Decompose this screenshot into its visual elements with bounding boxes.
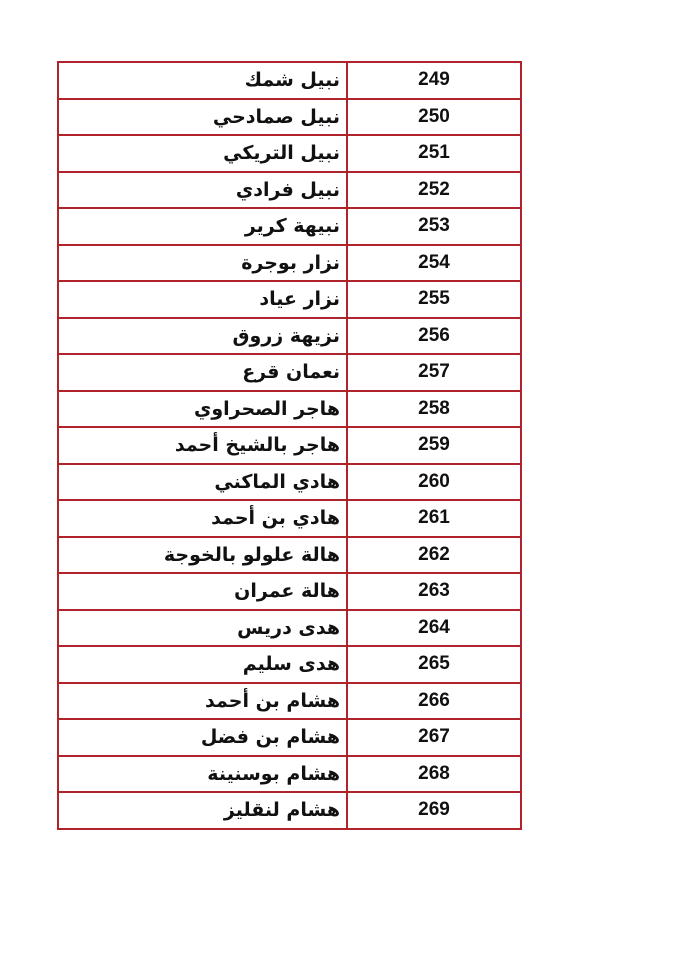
name-cell: هشام بن أحمد — [58, 683, 347, 720]
name-cell: نزار بوجرة — [58, 245, 347, 282]
name-cell: هاجر الصحراوي — [58, 391, 347, 428]
name-cell: نبيهة كرير — [58, 208, 347, 245]
number-cell: 266 — [347, 683, 521, 720]
table-row — [58, 318, 521, 355]
number-cell: 253 — [347, 208, 521, 245]
number-cell: 265 — [347, 646, 521, 683]
table-row — [58, 756, 521, 793]
table-row — [58, 391, 521, 428]
table-row — [58, 610, 521, 647]
table-row — [58, 62, 521, 99]
name-cell: نعمان قرع — [58, 354, 347, 391]
number-cell: 268 — [347, 756, 521, 793]
number-cell: 262 — [347, 537, 521, 574]
table-row — [58, 281, 521, 318]
names-table — [57, 61, 522, 830]
name-cell: نزار عياد — [58, 281, 347, 318]
name-cell: هدى سليم — [58, 646, 347, 683]
name-cell: نبيل صمادحي — [58, 99, 347, 136]
name-cell: هشام بن فضل — [58, 719, 347, 756]
number-cell: 256 — [347, 318, 521, 355]
number-cell: 257 — [347, 354, 521, 391]
number-cell: 255 — [347, 281, 521, 318]
number-cell: 260 — [347, 464, 521, 501]
name-cell: نبيل شمك — [58, 62, 347, 99]
table-row — [58, 135, 521, 172]
name-cell: هشام لنقليز — [58, 792, 347, 829]
number-cell: 252 — [347, 172, 521, 209]
table-row — [58, 683, 521, 720]
name-cell: هادي الماكني — [58, 464, 347, 501]
number-cell: 267 — [347, 719, 521, 756]
table-row — [58, 573, 521, 610]
number-cell: 259 — [347, 427, 521, 464]
table-row — [58, 208, 521, 245]
name-cell: هشام بوسنينة — [58, 756, 347, 793]
name-cell: هالة علولو بالخوجة — [58, 537, 347, 574]
number-cell: 254 — [347, 245, 521, 282]
table-row — [58, 245, 521, 282]
name-cell: هاجر بالشيخ أحمد — [58, 427, 347, 464]
table-row — [58, 99, 521, 136]
names-table-body — [58, 62, 521, 829]
table-row — [58, 464, 521, 501]
name-cell: هدى دريس — [58, 610, 347, 647]
table-row — [58, 792, 521, 829]
name-cell: هالة عمران — [58, 573, 347, 610]
table-row — [58, 537, 521, 574]
table-row — [58, 427, 521, 464]
number-cell: 258 — [347, 391, 521, 428]
table-row — [58, 354, 521, 391]
name-cell: نبيل فرادي — [58, 172, 347, 209]
number-cell: 261 — [347, 500, 521, 537]
number-cell: 250 — [347, 99, 521, 136]
number-cell: 264 — [347, 610, 521, 647]
number-cell: 249 — [347, 62, 521, 99]
table-row — [58, 500, 521, 537]
name-cell: هادي بن أحمد — [58, 500, 347, 537]
number-cell: 251 — [347, 135, 521, 172]
table-row — [58, 719, 521, 756]
table-row — [58, 646, 521, 683]
number-cell: 269 — [347, 792, 521, 829]
name-cell: نبيل التريكي — [58, 135, 347, 172]
table-row — [58, 172, 521, 209]
name-cell: نزيهة زروق — [58, 318, 347, 355]
number-cell: 263 — [347, 573, 521, 610]
